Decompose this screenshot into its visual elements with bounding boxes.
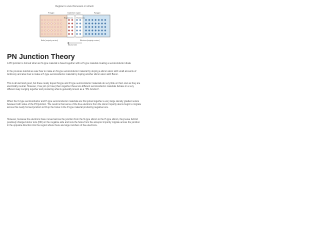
- hole-dot: [41, 26, 42, 27]
- positive-ion-dot: [76, 33, 77, 34]
- electron-dot: [105, 33, 106, 34]
- hole-dot: [45, 23, 46, 24]
- electron-dot: [95, 33, 96, 34]
- p-type-label: P-type: [48, 12, 55, 15]
- hole-dot: [45, 19, 46, 20]
- hole-dot: [48, 23, 49, 24]
- electron-dot: [89, 33, 90, 34]
- hole-dot: [54, 30, 55, 31]
- negative-ion-dot: [72, 30, 73, 31]
- negative-ion-dot: [72, 23, 73, 24]
- electron-dot: [101, 30, 102, 31]
- electron-dot: [85, 30, 86, 31]
- hole-dot: [61, 33, 62, 34]
- hole-dot: [45, 30, 46, 31]
- hole-dot: [57, 19, 58, 20]
- hole-dot: [45, 26, 46, 27]
- electron-dot: [92, 19, 93, 20]
- electron-dot: [85, 33, 86, 34]
- hole-dot: [54, 23, 55, 24]
- hole-dot: [48, 19, 49, 20]
- electron-dot: [105, 26, 106, 27]
- electron-dot: [92, 26, 93, 27]
- hole-dot: [51, 33, 52, 34]
- hole-dot: [41, 23, 42, 24]
- body-paragraph-1: In the previous tutorial we saw how to make an N-type semiconductor material by doping a silicon atom with small amounts of Antimony and also how to make a P-type semiconductor material by doping another silicon atom with Boron.: [7, 71, 137, 77]
- hole-dot: [61, 30, 62, 31]
- hole-dot: [61, 23, 62, 24]
- register-link[interactable]: Register to view this lesson or refresh: [55, 6, 94, 8]
- positive-ion-dot: [80, 26, 81, 27]
- positive-ion-dot: [80, 23, 81, 24]
- hole-dot: [41, 33, 42, 34]
- electron-dot: [98, 23, 99, 24]
- depletion-label: Depletion region: [67, 12, 81, 15]
- arrow-head-icon: [67, 42, 69, 44]
- electron-dot: [89, 19, 90, 20]
- electron-dot: [95, 19, 96, 20]
- electron-dot: [92, 30, 93, 31]
- positive-ion-dot: [80, 30, 81, 31]
- positive-ion-dot: [76, 26, 77, 27]
- hole-dot: [45, 33, 46, 34]
- negative-ion-dot: [72, 33, 73, 34]
- n-type-label: N-type: [94, 12, 101, 15]
- hole-dot: [54, 19, 55, 20]
- negative-ion-dot: [72, 26, 73, 27]
- hole-dot: [41, 30, 42, 31]
- electron-dot: [89, 23, 90, 24]
- electron-dot: [85, 23, 86, 24]
- positive-ion-dot: [76, 23, 77, 24]
- electron-dot: [92, 23, 93, 24]
- electron-dot: [101, 23, 102, 24]
- electron-dot: [101, 33, 102, 34]
- electric-field-label: Electric field: [68, 45, 77, 47]
- hole-dot: [51, 23, 52, 24]
- electron-dot: [101, 19, 102, 20]
- electron-dot: [98, 30, 99, 31]
- page-title: PN Junction Theory: [7, 52, 75, 61]
- electron-dot: [98, 19, 99, 20]
- positive-ion-dot: [80, 33, 81, 34]
- body-paragraph-4: However, because the electrons have moved across the junction from the N-type silicon to the P-type silicon, they leave behind positively charged donor ions (ND) on the negative side and now the holes from the acceptor impurity migrate across the junction in the opposite direction into the region where there are large numbers of free electrons.: [7, 119, 140, 128]
- body-paragraph-2: This is all well and good, but these newly doped N-type and P-type semiconductor materials do very little on their own as they are electrically neutral. However, if we join (or fuse) them together these two different semiconductor materials behave in a very different way merging together and producing what is generally known as a "PN Junction".: [7, 83, 141, 92]
- electron-dot: [89, 30, 90, 31]
- electron-dot: [105, 30, 106, 31]
- hole-dot: [57, 30, 58, 31]
- hole-dot: [48, 30, 49, 31]
- positive-ion-dot: [80, 19, 81, 20]
- electron-dot: [105, 19, 106, 20]
- holes-label: Holes (majority carriers): [41, 41, 58, 42]
- hole-dot: [51, 30, 52, 31]
- electron-dot: [89, 26, 90, 27]
- pn-junction-diagram: [36, 9, 114, 47]
- hole-dot: [54, 26, 55, 27]
- electron-dot: [85, 26, 86, 27]
- electron-dot: [98, 26, 99, 27]
- hole-dot: [61, 19, 62, 20]
- body-paragraph-3: When the N-type semiconductor and P-type semiconductor materials are first joined together a very large density gradient exists between both sides of the PN junction. The result is that some of the free electrons from the donor impurity atoms begin to migrate across this newly formed junction to fill up the holes in the P-type material producing negative ions.: [7, 101, 142, 110]
- hole-dot: [57, 23, 58, 24]
- negative-ion-dot: [68, 30, 69, 31]
- electrons-label: Electrons (majority carriers): [80, 41, 100, 42]
- electron-dot: [95, 23, 96, 24]
- negative-ion-dot: [68, 26, 69, 27]
- hole-dot: [57, 33, 58, 34]
- hole-dot: [51, 19, 52, 20]
- electron-dot: [105, 23, 106, 24]
- negative-ion-dot: [72, 19, 73, 20]
- negative-ion-dot: [68, 33, 69, 34]
- hole-dot: [48, 33, 49, 34]
- intro-paragraph: A PN junction is formed when an N-type material is fused together with a P-type material creating a semiconductor diode: [7, 63, 131, 65]
- positive-ion-dot: [76, 19, 77, 20]
- positive-ion-dot: [76, 30, 77, 31]
- hole-dot: [57, 26, 58, 27]
- hole-dot: [41, 19, 42, 20]
- electron-dot: [85, 19, 86, 20]
- positive-ions-label: Positive ions: [76, 18, 85, 20]
- hole-dot: [51, 26, 52, 27]
- hole-dot: [54, 33, 55, 34]
- negative-ions-label: Negative ions: [64, 18, 74, 20]
- electron-dot: [92, 33, 93, 34]
- hole-dot: [48, 26, 49, 27]
- hole-dot: [61, 26, 62, 27]
- electron-dot: [95, 30, 96, 31]
- negative-ion-dot: [68, 23, 69, 24]
- electron-dot: [98, 33, 99, 34]
- electron-dot: [95, 26, 96, 27]
- negative-ion-dot: [68, 19, 69, 20]
- electron-dot: [101, 26, 102, 27]
